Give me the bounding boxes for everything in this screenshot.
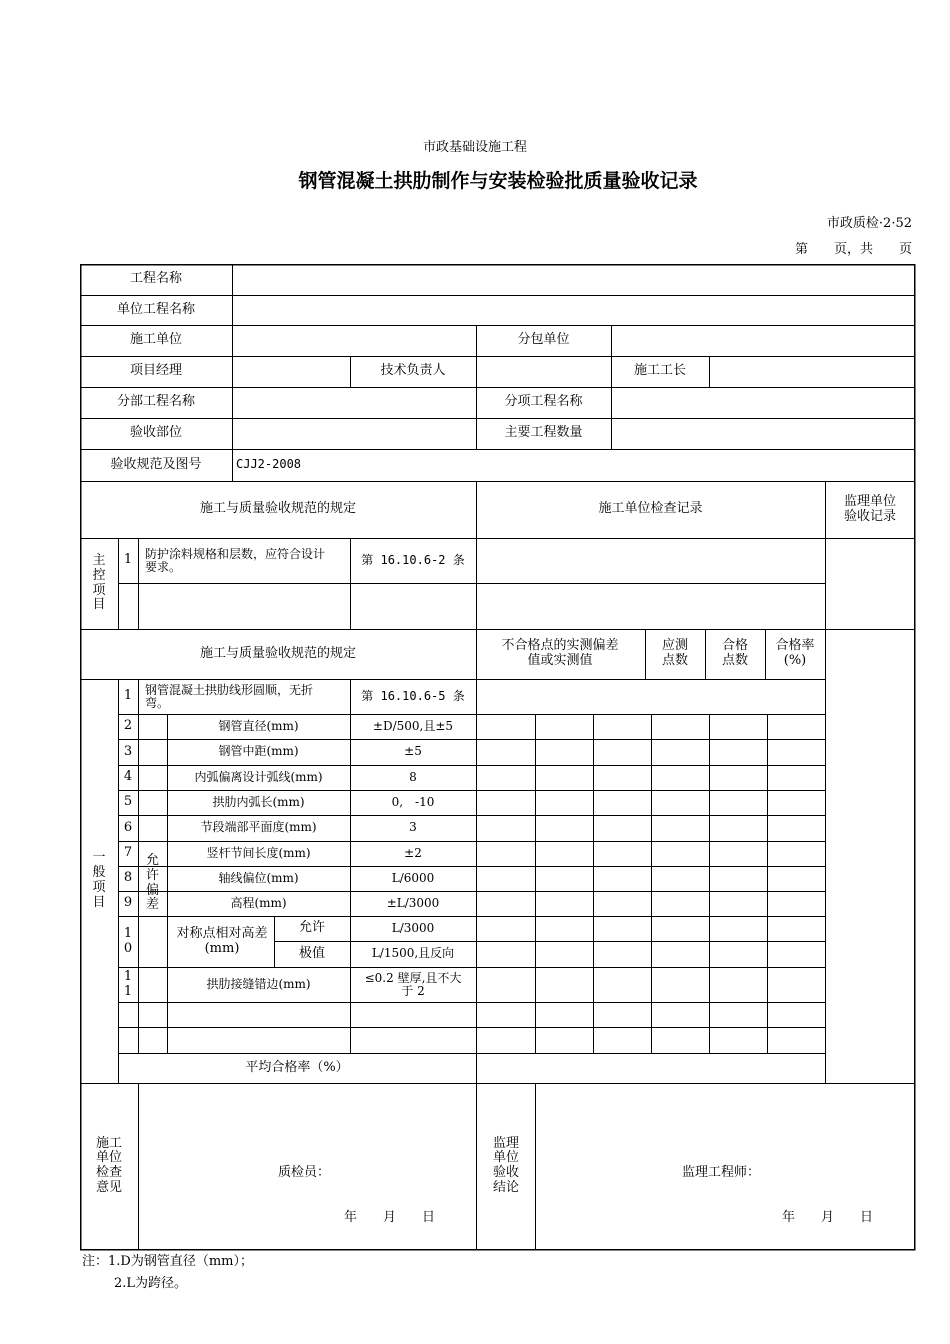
main-control-side-label — [80, 538, 118, 629]
row10-sub1: 允许 — [298, 920, 325, 936]
general-row-name: 高程(mm) — [230, 895, 287, 910]
tolerance-text: 允许偏差 — [145, 852, 159, 913]
division-label: 分部工程名称 — [116, 394, 195, 410]
general-row-value: ±D/500,且±5 — [372, 718, 454, 733]
row11-no — [118, 967, 138, 1002]
tech-lead-field[interactable] — [477, 356, 611, 387]
row10-no-text: 10 — [123, 925, 133, 956]
contractor-date: 年 月 日 — [344, 1210, 436, 1225]
tolerance-label — [138, 714, 167, 1053]
tech-lead-label: 技术负责人 — [380, 363, 446, 379]
row10-val1: L/3000 — [391, 920, 435, 935]
project-manager-field[interactable] — [233, 356, 350, 387]
row10-name: 对称点相对高差(mm) — [176, 925, 268, 956]
supervision-date: 年 月 日 — [782, 1210, 874, 1225]
foreman-label: 施工工长 — [633, 363, 686, 379]
inspector-label: 质检员： — [278, 1165, 331, 1180]
general-row-value: ±2 — [404, 845, 422, 860]
spec-value: CJJ2-2008 — [236, 457, 302, 472]
general-supervision-field[interactable] — [826, 630, 915, 1083]
main-item-check-field[interactable] — [477, 539, 825, 583]
general-row-name: 轴线偏位(mm) — [218, 870, 299, 885]
general-row-no: 7 — [123, 845, 133, 861]
row11-value: ≤0.2 壁厚,且不大于 2 — [364, 970, 462, 998]
contractor-label: 施工单位 — [129, 332, 182, 348]
main-spec-heading: 施工与质量验收规范的规定 — [199, 501, 356, 517]
measured-heading: 不合格点的实测偏差值或实测值 — [501, 638, 619, 668]
subcontractor-field[interactable] — [612, 325, 915, 356]
general-side-label — [80, 679, 118, 1083]
main-supervision-heading: 监理单位验收记录 — [843, 493, 896, 524]
project-name-field[interactable] — [233, 264, 915, 295]
general-row-value: 3 — [409, 820, 417, 835]
main-item-clause: 第 16.10.6-2 条 — [361, 552, 465, 567]
general-row-name: 拱肋内弧长(mm) — [212, 794, 305, 809]
general-row-value: ±L/3000 — [386, 895, 440, 910]
row11-no-text: 11 — [123, 968, 133, 999]
avg-pass-rate-field[interactable] — [477, 1054, 825, 1083]
general-row-no: 9 — [123, 895, 133, 911]
main-check-heading: 施工单位检查记录 — [598, 501, 703, 517]
contractor-opinion-label: 施工单位检查意见 — [95, 1135, 122, 1195]
subitem-field[interactable] — [612, 387, 915, 418]
general-row-no: 6 — [123, 819, 133, 835]
foreman-field[interactable] — [710, 356, 915, 387]
general-row-no: 4 — [123, 769, 133, 785]
subitem-label: 分项工程名称 — [504, 394, 583, 410]
general-row-name: 节段端部平面度(mm) — [200, 820, 317, 835]
quantity-label: 主要工程数量 — [504, 425, 583, 441]
pass-rate-heading: 合格率(%) — [775, 638, 815, 668]
general-row-name: 钢管中距(mm) — [218, 744, 299, 759]
general-row-no: 3 — [123, 743, 133, 759]
general-row-no: 5 — [123, 794, 133, 810]
general-row-no: 8 — [123, 870, 133, 886]
project-name-label: 工程名称 — [129, 271, 182, 287]
main-item-no: 1 — [123, 552, 133, 568]
general-row-value: L/6000 — [391, 870, 435, 885]
engineer-label: 监理工程师： — [682, 1165, 761, 1180]
spec-label: 验收规范及图号 — [110, 456, 202, 472]
row10-sub2: 极值 — [298, 945, 325, 961]
general-item1-no: 1 — [123, 688, 133, 704]
category-title: 市政基础设施工程 — [422, 140, 527, 155]
row10-val2: L/1500,且反向 — [371, 946, 455, 961]
page-counter: 第 页，共 页 — [794, 242, 912, 257]
general-row-name: 钢管直径(mm) — [218, 718, 299, 733]
unit-project-label: 单位工程名称 — [116, 301, 195, 317]
subcontractor-label: 分包单位 — [517, 332, 570, 348]
general-row-name: 竖杆节间长度(mm) — [206, 845, 311, 860]
avg-pass-rate-label: 平均合格率（%） — [245, 1059, 349, 1075]
supervision-conclusion-label: 监理单位验收结论 — [492, 1135, 519, 1195]
contractor-field[interactable] — [233, 325, 476, 356]
general-item1-text: 钢管混凝土拱肋线形圆顺，无折弯。 — [145, 682, 314, 710]
general-row-no: 2 — [123, 718, 133, 734]
form-code: 市政质检·2·52 — [826, 216, 912, 231]
unit-project-field[interactable] — [233, 295, 915, 325]
note-2: 2.L为跨径。 — [114, 1276, 188, 1291]
quantity-field[interactable] — [612, 418, 915, 449]
project-manager-label: 项目经理 — [129, 363, 182, 379]
general-item1-clause: 第 16.10.6-5 条 — [361, 688, 465, 703]
general-spec-heading: 施工与质量验收规范的规定 — [199, 645, 356, 661]
location-field[interactable] — [233, 418, 476, 449]
general-row-value: 8 — [409, 769, 417, 784]
general-row-name: 内弧偏离设计弧线(mm) — [194, 769, 323, 784]
division-field[interactable] — [233, 387, 476, 418]
main-control-side-text: 主控项目 — [92, 552, 106, 613]
general-side-text: 一般项目 — [92, 850, 106, 910]
row11-name: 拱肋接缝错边(mm) — [206, 976, 311, 991]
location-label: 验收部位 — [129, 425, 182, 441]
page-title: 钢管混凝土拱肋制作与安装检验批质量验收记录 — [298, 170, 698, 192]
qualified-count-heading: 合格点数 — [721, 638, 748, 668]
row10-no — [118, 916, 138, 967]
general-row-value: 0, -10 — [391, 794, 435, 809]
should-count-heading: 应测点数 — [661, 638, 688, 668]
note-1: 注：1.D为钢管直径（mm）； — [82, 1254, 253, 1269]
main-item-text: 防护涂料规格和层数，应符合设计要求。 — [145, 546, 326, 574]
main-supervision-field[interactable] — [826, 539, 915, 629]
general-row-value: ±5 — [404, 744, 422, 759]
